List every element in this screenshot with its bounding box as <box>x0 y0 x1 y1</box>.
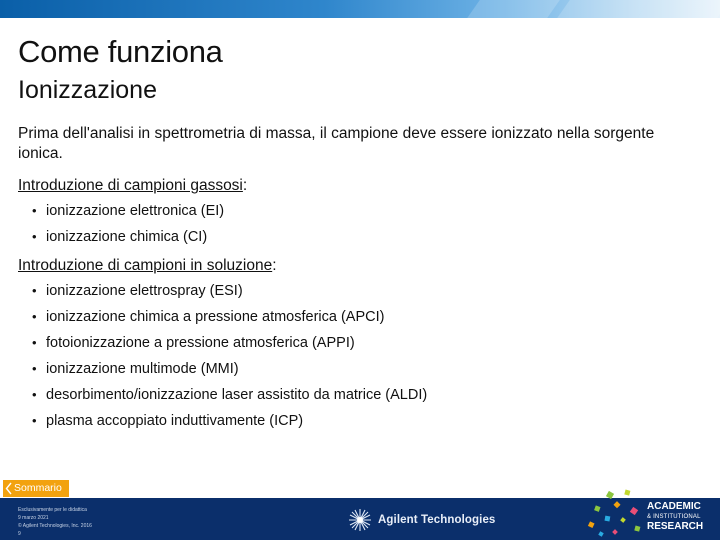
chevron-left-icon <box>5 482 13 495</box>
air-badge-line: & INSTITUTIONAL <box>647 514 701 520</box>
list-item: • fotoionizzazione a pressione atmosferica (APPI) <box>32 334 698 352</box>
list-item: • plasma accoppiato induttivamente (ICP) <box>32 412 698 430</box>
sommario-label: Sommario <box>14 482 62 494</box>
footer-meta-line: 9 <box>18 531 21 537</box>
footer-meta-line: © Agilent Technologies, Inc. 2016 <box>18 523 92 529</box>
confetti-decoration <box>585 488 645 540</box>
solution-methods-list <box>18 282 698 430</box>
air-badge-line: RESEARCH <box>647 521 704 532</box>
footer-meta-line: Esclusivamente per le didattica <box>18 507 87 513</box>
section-heading-colon: : <box>242 177 248 194</box>
header-band <box>0 0 720 18</box>
header-streak <box>456 0 564 18</box>
footer-meta-line: 9 marzo 2021 <box>18 515 49 521</box>
list-item: • ionizzazione chimica (CI) <box>32 228 698 246</box>
slide-body <box>18 124 698 440</box>
slide-subtitle: Ionizzazione <box>18 76 157 104</box>
section-heading-gas <box>18 176 698 196</box>
list-item: • ionizzazione chimica a pressione atmosferica (APCI) <box>32 308 698 326</box>
list-item: • ionizzazione multimode (MMI) <box>32 360 698 378</box>
section-heading-label: Introduzione di campioni gassosi <box>18 177 243 194</box>
spark-icon <box>348 508 372 532</box>
agilent-logo <box>348 508 495 532</box>
section-heading-label: Introduzione di campioni in soluzione <box>18 257 273 274</box>
air-badge-line: ACADEMIC <box>647 501 701 512</box>
section-heading-solution <box>18 256 698 276</box>
list-item: • desorbimento/ionizzazione laser assistito da matrice (ALDI) <box>32 386 698 404</box>
list-item: • ionizzazione elettronica (EI) <box>32 202 698 220</box>
section-heading-colon: : <box>272 257 277 274</box>
air-badge <box>647 501 703 533</box>
list-item: • ionizzazione elettrospray (ESI) <box>32 282 698 300</box>
intro-text: Prima dell'analisi in spettrometria di massa, il campione deve essere ionizzato nella sorgente ionica. <box>18 125 655 162</box>
gas-methods-list <box>18 202 698 246</box>
sommario-button[interactable] <box>2 479 70 498</box>
slide-title: Come funziona <box>18 34 223 69</box>
agilent-brand-name: Agilent Technologies <box>378 514 496 526</box>
footer-meta <box>18 506 92 538</box>
